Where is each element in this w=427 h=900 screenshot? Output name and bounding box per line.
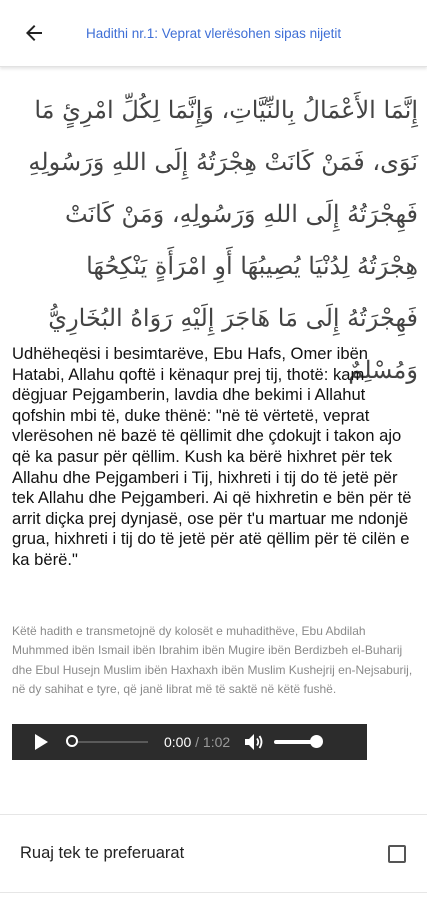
audio-time <box>164 734 230 750</box>
hadith-note: Këtë hadith e transmetojnë dy kolosët e muhadithëve, Ebu Abdilah Muhmmed ibën Ismail ibën Ibrahim ibën Mugire ibën Berdizbeh el-Buharij dhe Ebul Husejn Muslim ibën Haxhaxh ibën Muslim Kushejrij en-Nejsaburij, në dy sahihat e tyre, që janë librat më të saktë në këtë fushë. <box>12 624 413 696</box>
divider <box>0 892 427 893</box>
time-separator: / <box>195 734 200 750</box>
audio-player <box>12 724 367 760</box>
app-bar <box>0 0 427 67</box>
save-to-favorites-label: Ruaj tek te preferuarat <box>20 844 185 862</box>
play-icon <box>33 733 49 751</box>
volume-icon <box>244 733 264 751</box>
total-time: 1:02 <box>202 734 231 750</box>
play-button[interactable] <box>24 724 58 760</box>
save-to-favorites-row[interactable] <box>0 815 427 892</box>
back-button[interactable] <box>6 0 62 66</box>
page-title: Hadithi nr.1: Veprat vlerësohen sipas nijetit <box>86 25 342 41</box>
hadith-arabic-text: إِنَّمَا الأَعْمَالُ بِالنِّيَّاتِ، وَإِنَّمَا لِكُلِّ امْرِئٍ مَا نَوَى، فَمَنْ كَانَتْ هِجْرَتُهُ إِلَى اللهِ وَرَسُولِهِ فَهِجْرَتُهُ إِلَى اللهِ وَرَسُولِهِ، وَمَنْ كَانَتْ هِجْرَتُهُ لِدُنْيَا يُصِيبُهَا أَوِ امْرَأَةٍ يَنْكِحُهَا فَهِجْرَتُهُ إِلَى مَا هَاجَرَ إِلَيْهِ رَوَاهُ البُخَارِيُّ وَمُسْلِمٌ <box>28 96 418 384</box>
progress-knob[interactable] <box>66 735 78 747</box>
progress-track <box>66 741 148 743</box>
volume-slider[interactable] <box>274 735 322 749</box>
hadith-translation: Udhëheqësi i besimtarëve, Ebu Hafs, Omer ibën Hatabi, Allahu qoftë i kënaqur prej tij, thotë: kam dëgjuar Pejgamberin, lavdia dhe bekimi i Allahut qofshin mbi të, duke thënë: "në të vërtetë, veprat vlerësohen në bazë të qëllimit dhe çdokujt i takon ajo që ka pasur për qëllim. Kush ka bërë hixhret për tek Allahu dhe Pejgamberi i Tij, hixhreti i tij do të jetë për tek Allahu dhe Pejgamberi. Ai që hixhretin e bën për të arrit diçka prej dynjasë, ose për t'u martuar me ndonjë grua, hixhreti i tij do të jetë për atë qëllim për të cilën e ka bërë." <box>12 344 412 569</box>
arrow-left-icon <box>22 21 46 45</box>
favorites-checkbox[interactable] <box>388 845 406 863</box>
current-time: 0:00 <box>164 734 192 750</box>
audio-progress-slider[interactable] <box>66 735 148 749</box>
volume-knob[interactable] <box>310 735 323 748</box>
mute-button[interactable] <box>242 724 266 760</box>
